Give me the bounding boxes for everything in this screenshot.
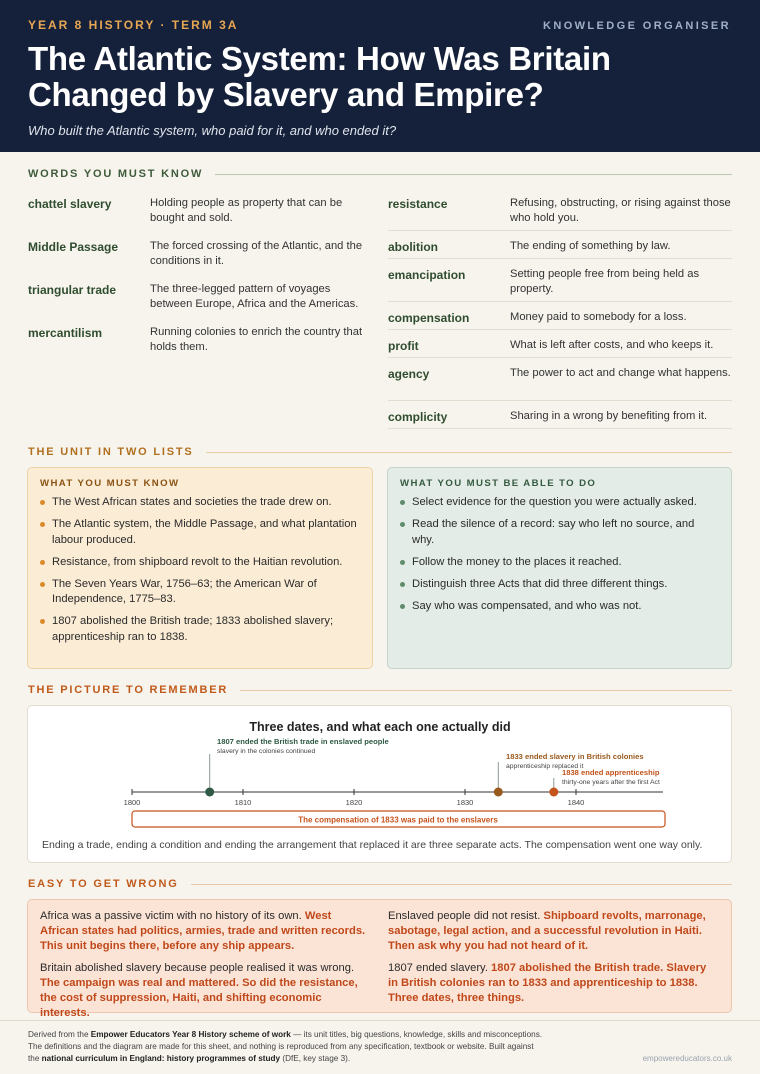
section-title-words-text: WORDS YOU MUST KNOW — [28, 168, 204, 180]
glossary-term: abolition — [388, 240, 438, 254]
glossary-row — [28, 231, 372, 274]
footer-line-1 — [28, 1029, 732, 1041]
glossary-row — [388, 188, 732, 231]
event-1838-marker — [549, 788, 558, 797]
glossary-definition: Money paid to somebody for a loss. — [510, 311, 687, 323]
section-title-words — [28, 168, 732, 180]
document-type-label: KNOWLEDGE ORGANISER — [543, 20, 731, 32]
glossary-row — [388, 401, 732, 429]
glossary-term: complicity — [388, 410, 448, 424]
glossary-term: profit — [388, 339, 419, 353]
glossary-definition: Refusing, obstructing, or rising against those who hold you. — [510, 197, 731, 224]
glossary-right-column — [388, 188, 732, 429]
list-item: Select evidence for the question you were actually asked. — [400, 495, 719, 511]
glossary-definition: The three-legged pattern of voyages between Europe, Africa and the Americas. — [150, 283, 359, 310]
glossary-definition: The power to act and change what happens. — [510, 367, 731, 379]
glossary-term: triangular trade — [28, 283, 117, 297]
section-rule — [206, 452, 732, 453]
diagram-title: Three dates, and what each one actually did — [249, 720, 511, 734]
timeline-diagram — [27, 705, 732, 863]
must-do-box — [387, 467, 732, 669]
glossary-definition: The forced crossing of the Atlantic, and the conditions in it. — [150, 240, 363, 267]
timeline-tick-label: 1810 — [234, 798, 252, 807]
event-1807-marker — [205, 788, 214, 797]
must-do-list — [400, 495, 719, 614]
footer — [0, 1020, 760, 1074]
list-item: The Atlantic system, the Middle Passage, and what plantation labour produced. — [40, 517, 360, 548]
timeline-tick-label: 1830 — [456, 798, 474, 807]
misconception-wrong: Africa was a passive victim with no history of its own. — [40, 910, 302, 922]
misconception-wrong: Enslaved people did not resist. — [388, 910, 541, 922]
timeline-tick-label: 1840 — [567, 798, 585, 807]
title-line-1: The Atlantic System: How Was Britain — [28, 40, 611, 77]
header-banner — [0, 0, 760, 152]
glossary-left-column — [28, 188, 372, 360]
list-item: Say who was compensated, and who was not. — [400, 599, 719, 615]
must-know-box — [27, 467, 373, 669]
section-title-lists-text: THE UNIT IN TWO LISTS — [28, 446, 194, 458]
event-1838-label: 1838 ended apprenticeship — [562, 768, 660, 777]
glossary-definition: Holding people as property that can be bought and sold. — [150, 197, 343, 224]
list-item: The West African states and societies the trade drew on. — [40, 495, 360, 511]
section-rule — [240, 690, 732, 691]
footer-text: Derived from the — [28, 1030, 91, 1039]
event-1807-note: slavery in the colonies continued — [217, 748, 316, 755]
compensation-label: The compensation of 1833 was paid to the enslavers — [298, 815, 498, 825]
glossary-term: agency — [388, 367, 430, 381]
list-item: Follow the money to the places it reached. — [400, 555, 719, 571]
glossary-definition: Running colonies to enrich the country that holds them. — [150, 326, 363, 353]
section-rule — [215, 174, 732, 175]
section-title-picture — [28, 684, 732, 696]
glossary-row — [388, 259, 732, 302]
glossary-row — [28, 274, 372, 317]
misconception-wrong: 1807 ended slavery. — [388, 962, 488, 974]
glossary-row — [28, 188, 372, 231]
section-title-picture-text: THE PICTURE TO REMEMBER — [28, 684, 229, 696]
glossary-row — [388, 231, 732, 259]
event-1807-label: 1807 ended the British trade in enslaved people — [217, 737, 389, 746]
glossary-term: chattel slavery — [28, 197, 112, 211]
page-title — [28, 41, 732, 113]
timeline-tick-label: 1820 — [345, 798, 363, 807]
misconceptions-box — [27, 899, 732, 1019]
glossary-definition: Setting people free from being held as property. — [510, 268, 700, 295]
footer-text: — its unit titles, big questions, knowledge, skills and misconceptions. — [290, 1030, 543, 1039]
footer-text: the — [28, 1054, 42, 1063]
event-1833-marker — [494, 788, 503, 797]
must-know-heading: WHAT YOU MUST KNOW — [40, 478, 180, 489]
glossary-definition: What is left after costs, and who keeps it. — [510, 339, 714, 351]
misconception-wrong: Britain abolished slavery because people realised it was wrong. — [40, 962, 355, 974]
website-url: empowereducators.co.uk — [642, 1054, 732, 1063]
glossary-term: resistance — [388, 197, 448, 211]
glossary-term: compensation — [388, 311, 470, 325]
list-item: Read the silence of a record: say who left no source, and why. — [400, 517, 719, 548]
must-know-list — [40, 495, 360, 645]
glossary-row — [388, 358, 732, 401]
glossary-row — [388, 302, 732, 330]
diagram-caption: Ending a trade, ending a condition and ending the arrangement that replaced it are three separate acts. The compensation went one way only. — [42, 839, 703, 851]
misconception-correction: 1807 abolished the British trade. Slavery in British colonies ran to 1833 and apprenticeship to 1838. Three dates, three things. — [388, 962, 707, 1004]
curriculum-name: national curriculum in England: history programmes of study — [41, 1054, 281, 1063]
section-title-mistakes — [28, 878, 732, 890]
misconception-item — [388, 909, 718, 954]
section-rule — [191, 884, 732, 885]
glossary-row — [388, 330, 732, 358]
glossary-term: mercantilism — [28, 326, 103, 340]
footer-text: (DfE, key stage 3). — [280, 1054, 351, 1063]
misconception-item — [388, 961, 718, 1006]
list-item: Distinguish three Acts that did three different things. — [400, 577, 719, 593]
misconception-item — [40, 961, 370, 1021]
list-item: 1807 abolished the British trade; 1833 abolished slavery; apprenticeship ran to 1838. — [40, 614, 360, 645]
section-title-mistakes-text: EASY TO GET WRONG — [28, 878, 179, 890]
glossary-definition: The ending of something by law. — [510, 240, 671, 252]
page-subtitle: Who built the Atlantic system, who paid for it, and who ended it? — [28, 123, 397, 138]
misconceptions-left — [40, 909, 370, 1028]
must-do-heading: WHAT YOU MUST BE ABLE TO DO — [400, 478, 597, 489]
misconception-correction: West African states had politics, armies, trade and written records. This unit begins there, before any ship appears. — [40, 910, 366, 952]
misconceptions-right — [388, 909, 718, 1013]
list-item: Resistance, from shipboard revolt to the Haitian revolution. — [40, 555, 360, 571]
misconception-correction: The campaign was real and mattered. So did the resistance, the cost of suppression, Haiti, and shifting economic interests. — [40, 977, 358, 1019]
list-item: The Seven Years War, 1756–63; the American War of Independence, 1775–83. — [40, 577, 360, 608]
glossary-term: Middle Passage — [28, 240, 119, 254]
glossary-definition: Sharing in a wrong by benefiting from it. — [510, 410, 708, 422]
glossary-term: emancipation — [388, 268, 466, 282]
timeline-tick-label: 1800 — [123, 798, 141, 807]
event-1838-note: thirty-one years after the first Act — [562, 779, 660, 786]
misconception-item — [40, 909, 370, 954]
event-1833-note: apprenticeship replaced it — [506, 763, 584, 770]
course-kicker: YEAR 8 HISTORY · TERM 3A — [28, 18, 239, 32]
event-1833-label: 1833 ended slavery in British colonies — [506, 752, 644, 761]
footer-line-2: The definitions and the diagram are made for this sheet, and nothing is reproduced from any specification, textbook or website. Built against — [28, 1042, 534, 1051]
section-title-lists — [28, 446, 732, 458]
scheme-of-work-name: Empower Educators Year 8 History scheme of work — [90, 1030, 291, 1039]
misconception-correction: Shipboard revolts, marronage, sabotage, legal action, and a successful revolution in Haiti. Then ask why you had not heard of it. — [388, 910, 706, 952]
glossary-row — [28, 317, 372, 360]
footer-line-3 — [28, 1053, 732, 1065]
title-line-2: Changed by Slavery and Empire? — [28, 76, 544, 113]
